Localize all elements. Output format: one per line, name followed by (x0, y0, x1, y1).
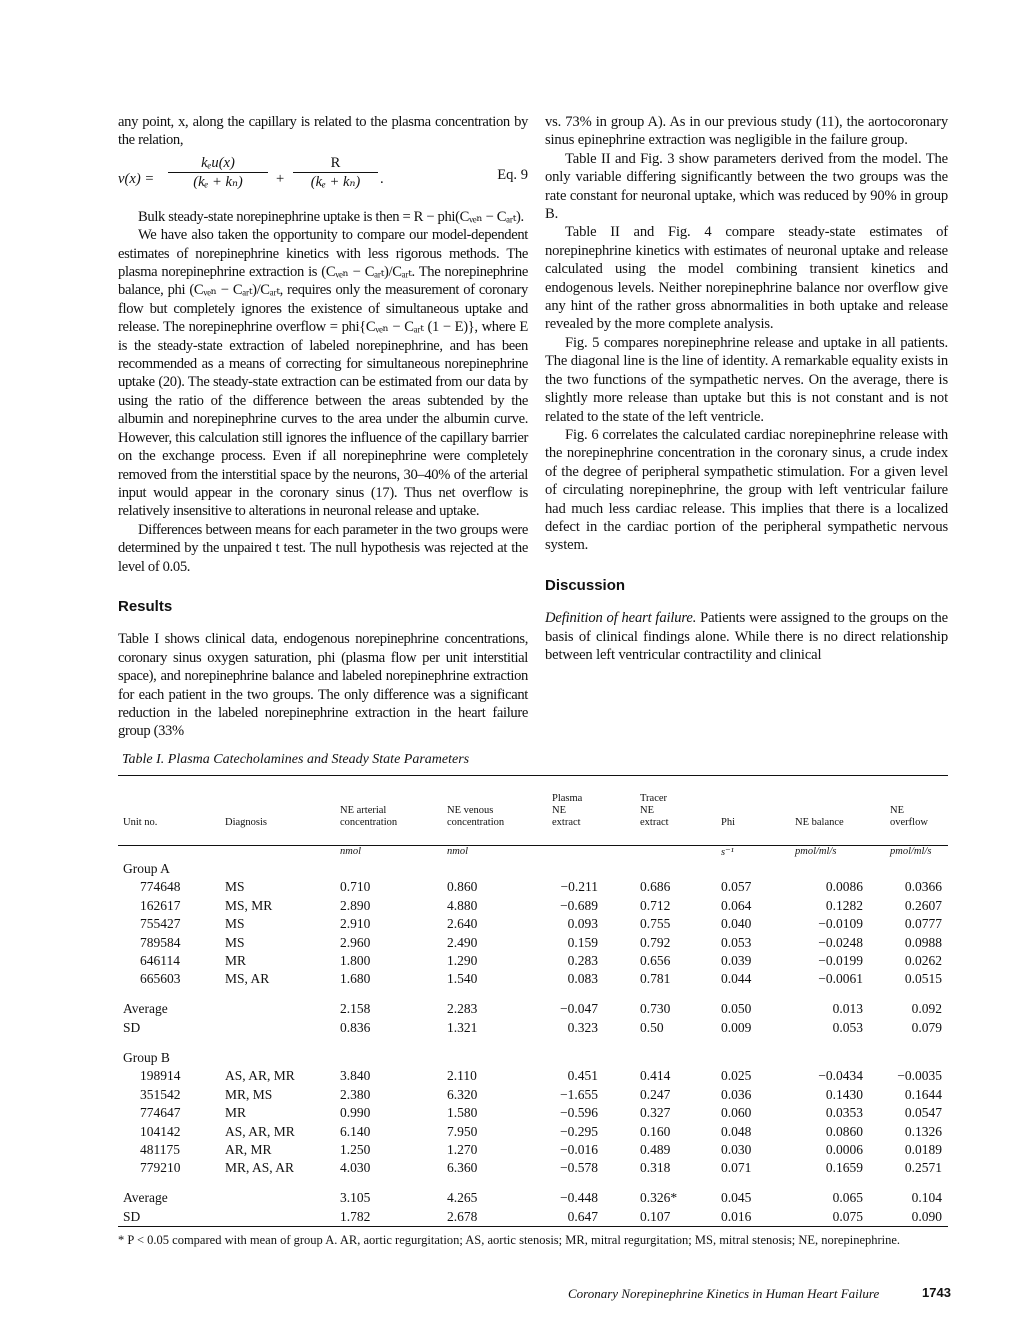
group-label: Group B (123, 1050, 170, 1065)
table-cell: 1.540 (447, 971, 478, 987)
table-cell: 0.0353 (825, 1105, 863, 1121)
table-cell: 2.158 (340, 1001, 371, 1017)
table-cell: 104142 (140, 1123, 181, 1139)
table-cell: 481175 (140, 1142, 180, 1157)
table-cell: 0.092 (911, 1001, 942, 1017)
table-cell: 3.840 (340, 1068, 371, 1084)
table-cell: 0.064 (721, 897, 752, 913)
running-title: Coronary Norepinephrine Kinetics in Human Heart Failure (568, 1286, 880, 1301)
row-label: Average (123, 1001, 168, 1017)
table-cell: 0.860 (447, 879, 478, 895)
table-cell: 0.050 (721, 1001, 752, 1017)
table-cell: 0.712 (640, 897, 671, 913)
column-header: Unit no. (123, 817, 158, 828)
table-cell: 0.50 (640, 1019, 664, 1035)
table-cell: 2.283 (447, 1001, 478, 1017)
table-cell: 0.0860 (825, 1123, 863, 1139)
equation-9 (118, 154, 528, 206)
table-cell: 1.800 (340, 953, 371, 968)
table-cell: 0.1659 (825, 1160, 863, 1176)
table-cell: 2.890 (340, 897, 371, 913)
table-cell: 2.910 (340, 916, 371, 932)
table-cell: 0.079 (911, 1019, 942, 1035)
table-cell: 0.075 (832, 1208, 863, 1224)
table-cell: 4.265 (447, 1190, 478, 1206)
column-unit: nmol (340, 846, 361, 857)
row-label: SD (123, 1019, 141, 1035)
equation-label: Eq. 9 (497, 166, 528, 183)
table-cell: MS (225, 916, 245, 932)
table-cell: 0.414 (640, 1068, 671, 1084)
column-header: NE overflow (890, 805, 928, 828)
table-cell: 2.960 (340, 934, 371, 950)
table-cell: 0.2571 (904, 1160, 942, 1176)
fraction-1 (168, 154, 268, 192)
column-header: Tracer NE extract (640, 793, 669, 828)
table-cell: 0.247 (640, 1086, 671, 1102)
results-heading: Results (118, 597, 173, 615)
table-cell: 0.159 (567, 934, 598, 950)
period: . (380, 170, 384, 187)
denominator: (kₑ + kₙ) (193, 174, 243, 191)
column-header: NE venous concentration (447, 805, 505, 828)
table-cell: 0.083 (567, 971, 598, 987)
paragraph: We have also taken the opportunity to compare our model-dependent estimates of norepinephrine kinetics with less rigorous methods. The plasma norepinephrine extraction is (Cᵥₑₙ − Cₐᵣₜ)/Cₐᵣₜ. The norepinephrine balance, phi (Cᵥₑₙ − Cₐᵣₜ)/Cₐᵣₜ, requires only the measurement of coronary flow but completely ignores the existence of simultaneous uptake and release. The norepinephrine overflow = phi{Cᵥₑₙ − Cₐᵣₜ (1 − E)}, where E is the steady-state extraction of labeled norepinephrine, and has been recommended as a means of correcting for simultaneous norepinephrine uptake (20). The steady-state extraction can be estimated from our data by using the ratio of the difference between the areas subtended by the albumin and norepinephrine curves to the area under the albumin curve. However, this calculation still ignores the influence of the capillary barrier on the exchange process. Even if all norepinephrine were completely removed from the interstitial space by the neurons, 30–40% of the arterial input would appear in the coronary sinus (17). Thus net overflow is relatively insensitive to alterations in neuronal release and uptake. (118, 227, 528, 520)
paragraph: Table I shows clinical data, endogenous norepinephrine concentrations, coronary sinus oxygen saturation, phi (plasma flow per unit interstitial space), and norepinephrine balance and labeled norepinephrine extraction for each patient in the two groups. The only difference was a significant reduction in the labeled norepinephrine extraction in the heart failure group (33% (118, 631, 528, 740)
table-cell: −0.0248 (818, 934, 863, 950)
table-cell: −0.0109 (818, 916, 863, 932)
denominator: (kₑ + kₙ) (310, 174, 361, 191)
table-cell: 1.250 (340, 1142, 371, 1157)
run-in-heading: Definition of heart failure. (545, 610, 697, 627)
table-cell: 0.053 (832, 1019, 863, 1035)
paragraph: Fig. 5 compares norepinephrine release and uptake in all patients. The diagonal line is the line of identity. A remarkable equality exists in the two functions of the sympathetic nerves. On the average, there is slightly more release than uptake but this is not constant and is not related to the state of the left ventricle. (545, 334, 948, 425)
column-unit: pmol/ml/s (795, 846, 837, 857)
table-cell: 0.025 (721, 1068, 752, 1084)
table-cell: −0.0061 (818, 971, 863, 987)
paragraph-text: Patients were assigned to the groups on the basis of clinical findings alone. While there is no direct relationship between left ventricular contractility and clinical (545, 610, 948, 663)
table-cell: MS (225, 934, 245, 950)
table-cell: 0.107 (640, 1208, 671, 1224)
table-rule (118, 1226, 948, 1227)
table-cell: 1.270 (447, 1142, 478, 1157)
table-cell: 0.647 (567, 1208, 598, 1224)
table-cell: 0.1282 (825, 897, 863, 913)
table-cell: 789584 (140, 934, 181, 950)
table-cell: 0.065 (832, 1190, 863, 1206)
table-cell: 0.730 (640, 1001, 671, 1017)
row-label: Average (123, 1190, 168, 1206)
table-cell: 1.580 (447, 1105, 478, 1121)
table-cell: 0.040 (721, 916, 752, 932)
row-label: SD (123, 1208, 141, 1224)
column-header: Phi (721, 817, 736, 828)
table-cell: 0.792 (640, 934, 671, 950)
table-cell: 0.030 (721, 1142, 752, 1157)
table-cell: 0.053 (721, 934, 752, 950)
table-cell: 755427 (140, 916, 181, 932)
table-cell: MS, MR (225, 897, 273, 913)
table-cell: 0.1326 (904, 1123, 942, 1139)
table-cell: −0.448 (560, 1190, 598, 1206)
table-cell: 0.283 (567, 953, 598, 968)
table-footnote: * P < 0.05 compared with mean of group A. AR, aortic regurgitation; AS, aortic stenosis; MR, mitral regurgitation; MS, mitral stenosis; NE, norepinephrine. (118, 1233, 901, 1247)
table-cell: 162617 (140, 897, 181, 913)
table-cell: 0.0515 (904, 971, 942, 987)
table-cell: 2.380 (340, 1086, 371, 1102)
paragraph: Bulk steady-state norepinephrine uptake is then = R − phi(Cᵥₑₙ − Cₐᵣₜ). (138, 208, 524, 225)
table-cell: 0.1644 (904, 1086, 942, 1102)
fraction-2 (293, 154, 378, 192)
table-cell: 0.489 (640, 1142, 671, 1157)
column-unit: pmol/ml/s (890, 846, 932, 857)
table-cell: −0.295 (560, 1123, 598, 1139)
table-cell: 0.016 (721, 1208, 752, 1224)
table-cell: −0.0035 (897, 1068, 942, 1084)
paragraph: Table II and Fig. 3 show parameters derived from the model. The only variable differing significantly between the two groups was the rate constant for neuronal uptake, which was reduced by 90% in group B. (545, 150, 948, 223)
table-cell: 1.321 (447, 1019, 478, 1035)
table-cell: 0.090 (911, 1208, 942, 1224)
table-cell: −0.0199 (818, 953, 863, 968)
table-cell: MS (225, 879, 245, 895)
table-cell: MR (225, 953, 247, 968)
column-header: NE balance (795, 817, 844, 828)
table-cell: 0.323 (567, 1019, 598, 1035)
table-cell: 1.782 (340, 1208, 371, 1224)
table-cell: 6.140 (340, 1123, 371, 1139)
table-cell: 0.755 (640, 916, 671, 932)
table-cell: 0.093 (567, 916, 598, 932)
table-cell: MR, AS, AR (225, 1160, 295, 1176)
table-cell: 0.836 (340, 1019, 371, 1035)
table-cell: −0.578 (560, 1160, 598, 1176)
page-number: 1743 (922, 1285, 951, 1300)
table-cell: 0.104 (911, 1190, 942, 1206)
table-cell: 0.044 (721, 971, 752, 987)
table-cell: 0.057 (721, 879, 752, 895)
table-cell: 4.030 (340, 1160, 371, 1176)
table-cell: 0.327 (640, 1105, 671, 1121)
table-cell: MR, MS (225, 1086, 273, 1102)
table-cell: 0.1430 (825, 1086, 863, 1102)
table-cell: 0.656 (640, 953, 671, 968)
table-cell: AS, AR, MR (225, 1123, 295, 1139)
table-cell: 0.160 (640, 1123, 671, 1139)
table-cell: 646114 (140, 953, 180, 968)
table-cell: 0.071 (721, 1160, 752, 1176)
table-cell: 2.678 (447, 1208, 478, 1224)
left-column (118, 113, 528, 741)
table-cell: 665603 (140, 971, 181, 987)
table-cell: 0.318 (640, 1160, 671, 1176)
table-cell: −0.047 (560, 1001, 598, 1017)
paragraph: vs. 73% in group A). As in our previous study (11), the aortocoronary sinus epinephrine extraction was negligible in the failure group. (545, 114, 948, 149)
plus-sign: + (276, 170, 285, 187)
numerator: R (293, 154, 378, 173)
table-cell: AR, MR (225, 1142, 272, 1157)
table-cell: 6.320 (447, 1086, 478, 1102)
table-cell: −0.689 (560, 897, 598, 913)
table-cell: 0.048 (721, 1123, 752, 1139)
table-cell: 0.060 (721, 1105, 752, 1121)
table-cell: 0.0777 (904, 916, 942, 932)
table-cell: 6.360 (447, 1160, 478, 1176)
table-cell: 0.009 (721, 1019, 752, 1035)
table-cell: 774647 (140, 1105, 181, 1121)
table-cell: 4.880 (447, 897, 478, 913)
table-cell: 0.039 (721, 953, 752, 968)
table-cell: 0.326* (640, 1190, 678, 1206)
right-column (545, 113, 948, 664)
table-cell: −0.596 (560, 1105, 598, 1121)
table-cell: −0.016 (560, 1142, 598, 1157)
table-cell: 7.950 (447, 1123, 478, 1139)
table-cell: 2.110 (447, 1068, 477, 1084)
paragraph: Fig. 6 correlates the calculated cardiac norepinephrine release with the norepinephrine concentration in the coronary sinus, a crude index of the degree of peripheral sympathetic stimulation. For a given level of circulating norepinephrine, the group with left ventricular failure had much less cardiac release. This implies that there is a localized defect in the cardiac portion of the peripheral sympathetic nervous system. (545, 426, 948, 554)
table-cell: 0.2607 (904, 897, 942, 913)
table-cell: 0.990 (340, 1105, 371, 1121)
table-cell: MS, AR (225, 971, 270, 987)
table-cell: 0.686 (640, 879, 671, 895)
table-cell: 0.0262 (904, 953, 942, 968)
table-cell: 779210 (140, 1160, 181, 1176)
table-cell: 0.0366 (904, 879, 942, 895)
table-caption: Table I. Plasma Catecholamines and Steady State Parameters (122, 752, 470, 767)
table-cell: 3.105 (340, 1190, 371, 1206)
table-cell: 0.045 (721, 1190, 752, 1206)
table-cell: 0.451 (567, 1068, 598, 1084)
table-cell: 2.640 (447, 916, 478, 932)
table-cell: 0.0006 (825, 1142, 863, 1157)
paragraph: Differences between means for each parameter in the two groups were determined by the unpaired t test. The null hypothesis was rejected at the level of 0.05. (118, 521, 528, 575)
table-cell: 0.710 (340, 879, 371, 895)
equation-lhs: v(x) = (118, 170, 155, 187)
table-cell: MR (225, 1105, 247, 1121)
table-rule (118, 775, 948, 776)
table-cell: 0.036 (721, 1086, 752, 1102)
table-cell: −0.0434 (818, 1068, 863, 1084)
table-cell: 0.781 (640, 971, 671, 987)
group-label: Group A (123, 861, 170, 876)
table-cell: 0.013 (832, 1001, 863, 1017)
table-cell: 0.0086 (825, 879, 863, 895)
paragraph: any point, x, along the capillary is related to the plasma concentration by the relation, (118, 114, 528, 149)
column-unit: nmol (447, 846, 468, 857)
column-header: Diagnosis (225, 817, 267, 828)
paragraph: Table II and Fig. 4 compare steady-state estimates of norepinephrine kinetics with estimates of neuronal uptake and release calculated using the model combining transient kinetics and endogenous levels. Neither norepinephrine balance nor overflow give any hint of the rather gross abnormalities in both uptake and release revealed by the more complete analysis. (545, 224, 948, 333)
table-cell: 198914 (140, 1068, 181, 1084)
discussion-heading: Discussion (545, 576, 626, 594)
table-cell: AS, AR, MR (225, 1068, 295, 1084)
column-header: NE arterial concentration (340, 805, 398, 828)
numerator: kₑu(x) (168, 154, 268, 173)
table-cell: 1.680 (340, 971, 371, 987)
table-cell: 351542 (140, 1086, 181, 1102)
table-cell: 0.0988 (904, 934, 942, 950)
table-cell: −0.211 (560, 879, 598, 895)
table-cell: 1.290 (447, 953, 478, 968)
table-cell: 774648 (140, 879, 181, 895)
column-header: Plasma NE extract (552, 793, 583, 828)
column-unit: s⁻¹ (721, 847, 734, 858)
table-cell: 0.0189 (904, 1142, 942, 1157)
table-cell: 0.0547 (904, 1105, 942, 1121)
paragraph (545, 609, 948, 664)
table-cell: −1.655 (560, 1086, 598, 1102)
table-cell: 2.490 (447, 934, 478, 950)
